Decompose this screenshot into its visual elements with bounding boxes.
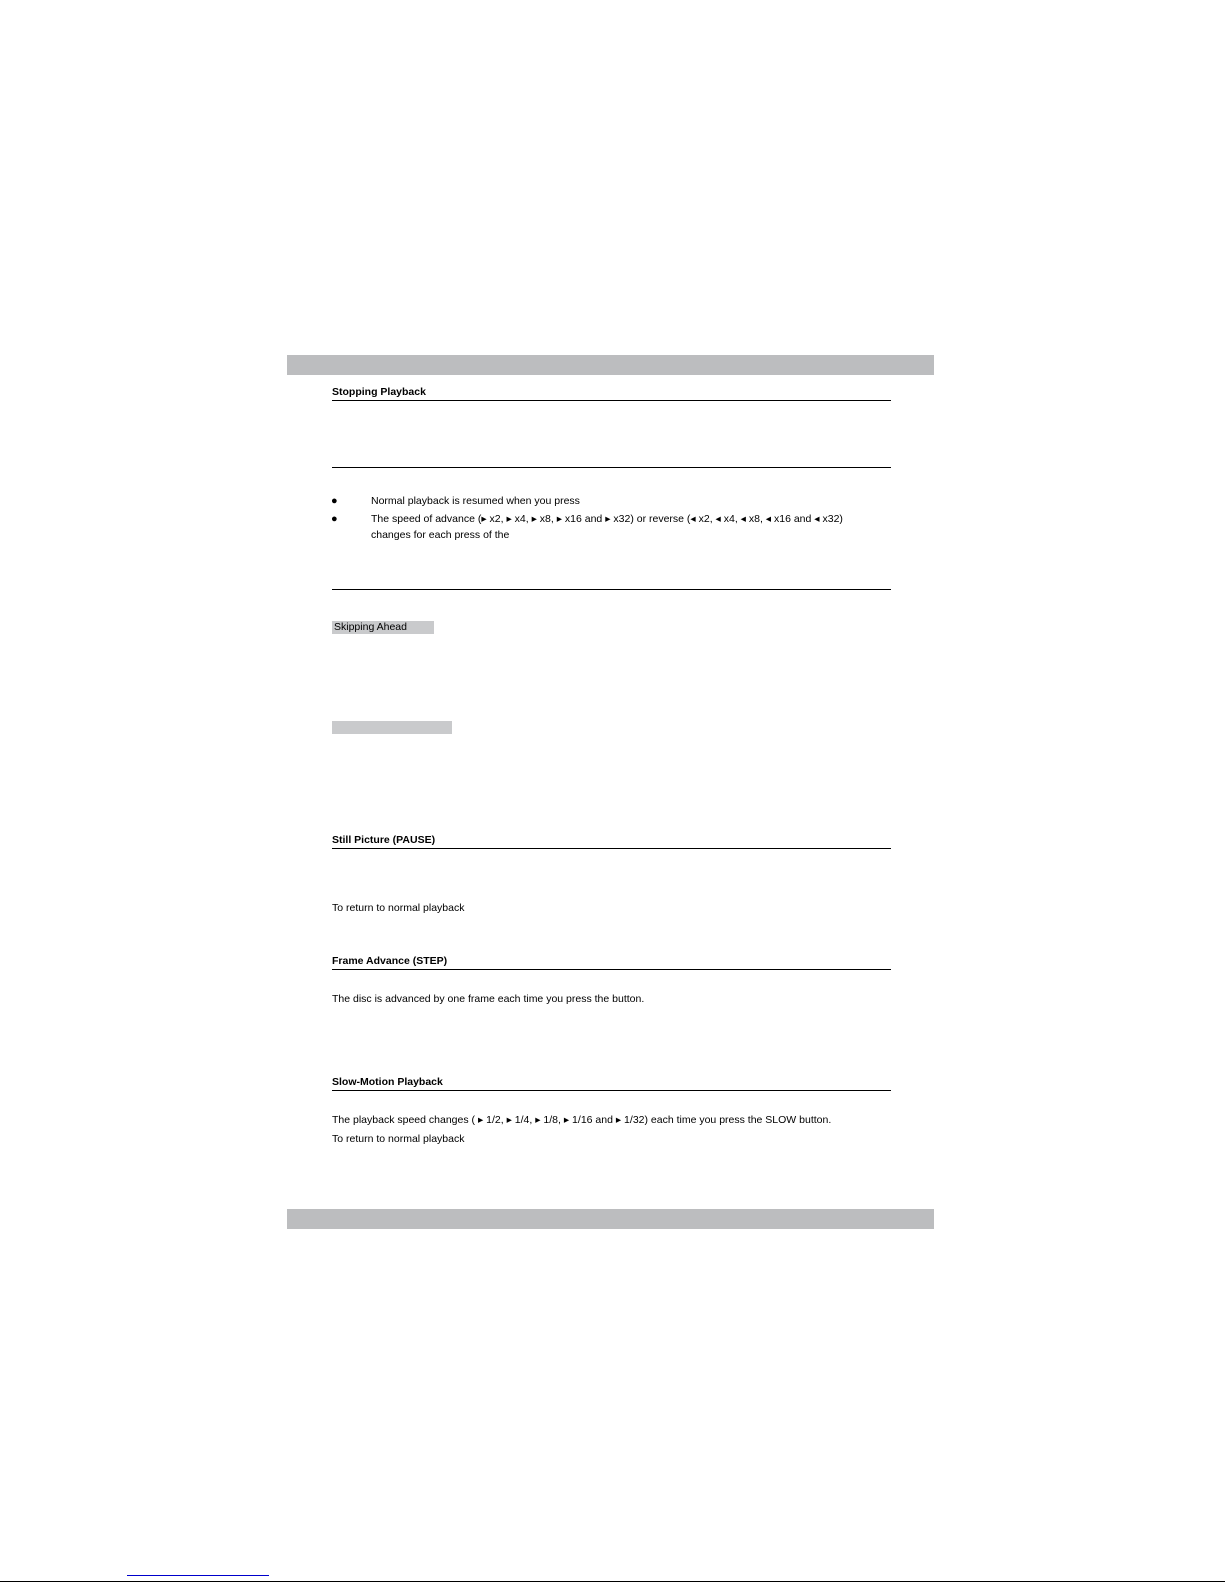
bullet-text-normal-playback: Normal playback is resumed when you press <box>371 495 580 507</box>
slow-motion-body: The playback speed changes ( ▸ 1/2, ▸ 1/4, ▸ 1/8, ▸ 1/16 and ▸ 1/32) each time you press the SLOW button. <box>332 1114 832 1126</box>
bullet-text-speed-line2: changes for each press of the <box>371 529 510 541</box>
slow-motion-heading: Slow-Motion Playback <box>332 1076 891 1091</box>
footer-band <box>287 1209 934 1229</box>
reverse-icon: ◂ <box>765 513 772 525</box>
blank-label-box <box>332 721 452 734</box>
forward-icon: ▸ <box>535 1114 541 1126</box>
page-bottom-rule <box>0 1581 1225 1582</box>
reverse-icon: ◂ <box>814 513 820 525</box>
forward-icon: ▸ <box>481 513 487 525</box>
footer-link-underline[interactable] <box>127 1575 269 1576</box>
forward-icon: ▸ <box>605 513 611 525</box>
frame-advance-body: The disc is advanced by one frame each time you press the button. <box>332 993 645 1005</box>
section-divider <box>332 589 891 590</box>
frame-advance-heading: Frame Advance (STEP) <box>332 955 891 970</box>
stopping-playback-heading: Stopping Playback <box>332 386 891 401</box>
still-picture-heading: Still Picture (PAUSE) <box>332 834 891 849</box>
bullet-icon: ● <box>331 495 338 507</box>
reverse-icon: ◂ <box>690 513 696 525</box>
reverse-icon: ◂ <box>715 513 721 525</box>
section-divider <box>332 467 891 468</box>
header-band <box>287 355 934 375</box>
forward-icon: ▸ <box>506 1114 512 1126</box>
reverse-icon: ◂ <box>740 513 746 525</box>
forward-icon: ▸ <box>506 513 512 525</box>
forward-icon: ▸ <box>477 1114 484 1126</box>
skipping-ahead-label: Skipping Ahead <box>332 621 434 634</box>
bullet-text-speed-line1: The speed of advance (▸ x2, ▸ x4, ▸ x8, ▸ x16 and ▸ x32) or reverse (◂ x2, ◂ x4, ◂ x8, ◂ x16 and ◂ x32) <box>371 513 843 525</box>
slow-return-text: To return to normal playback <box>332 1133 465 1145</box>
still-return-text: To return to normal playback <box>332 902 465 914</box>
bullet-icon: ● <box>331 513 338 525</box>
forward-icon: ▸ <box>615 1114 622 1126</box>
forward-icon: ▸ <box>563 1114 570 1126</box>
forward-icon: ▸ <box>556 513 562 525</box>
forward-icon: ▸ <box>531 513 537 525</box>
